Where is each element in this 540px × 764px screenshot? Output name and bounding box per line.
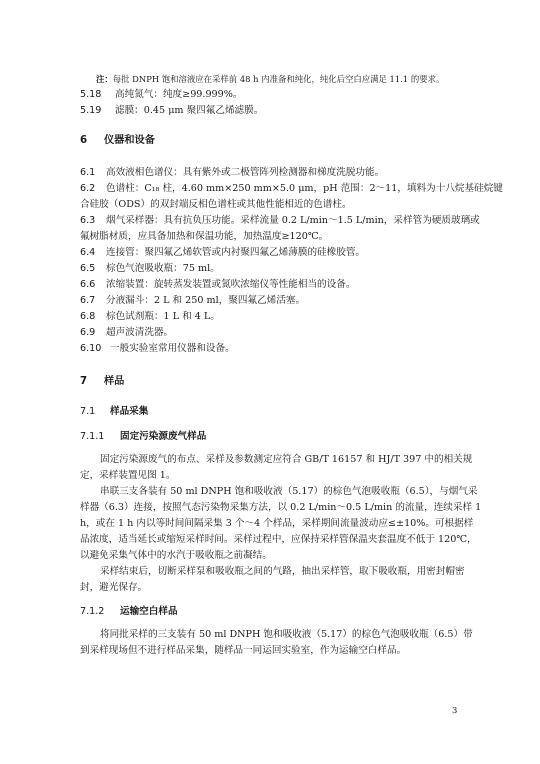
subsection-heading-7-1-1: 7.1.1 固定污染源废气样品 [80,431,207,442]
item-5-18 [80,88,242,101]
paragraph-line: 封，避光保存。 [80,582,148,593]
item-6-7: 6.7 分液漏斗：2 L 和 250 ml，聚四氟乙烯活塞。 [80,295,306,306]
section-heading-6: 6 仪器和设备 [80,135,155,146]
item-text: 高纯氮气：纯度≥99.999%。 [115,89,243,100]
paragraph-line: 到采样现场但不进行样品采集，随样品一同运回实验室，作为运输空白样品。 [80,645,407,656]
item-6-2: 6.2 色谱柱：C₁₈ 柱，4.60 mm×250 mm×5.0 μm，pH 范围：2～11，填料为十八烷基硅烷键 [80,183,503,194]
item-number: 5.18 [80,89,102,100]
note-line [96,73,444,86]
item-6-4: 6.4 连接管：聚四氟乙烯软管或内衬聚四氟乙烯薄膜的硅橡胶管。 [80,247,366,258]
paragraph-line: 品浓度，适当延长或缩短采样时间。采样过程中，应保持采样管保温夹套温度不低于 120℃， [80,534,477,545]
paragraph-line: 将同批采样的三支装有 50 ml DNPH 饱和吸收液（5.17）的棕色气泡吸收瓶（6.5）带 [100,629,473,640]
note-text: 每批 DNPH 饱和溶液应在采样前 48 h 内准备和纯化，纯化后空白应满足 11.1 的要求。 [112,74,445,84]
subsection-heading-7-1: 7.1 样品采集 [80,406,149,417]
item-number: 5.19 [80,105,102,116]
page-number: 3 [452,705,458,715]
item-6-9: 6.9 超声波清洗器。 [80,327,174,338]
paragraph-line: 采样结束后，切断采样泵和吸收瓶之间的气路，抽出采样管，取下吸收瓶，用密封帽密 [100,566,465,577]
item-5-19 [80,104,263,117]
note-label: 注： [96,74,113,84]
paragraph-line: 串联三支各装有 50 ml DNPH 饱和吸收液（5.17）的棕色气泡吸收瓶（6.5），与烟气采 [100,486,478,497]
paragraph-line: 定，采样装置见图 1。 [80,470,176,481]
paragraph-line: 样器（6.3）连接，按照气态污染物采集方法，以 0.2 L/min～0.5 L/min 的流量，连续采样 1 [80,502,482,513]
item-6-5: 6.5 棕色气泡吸收瓶：75 ml。 [80,263,220,274]
item-6-10: 6.10 一般实验室常用仪器和设备。 [80,343,235,354]
section-heading-7: 7 样品 [80,376,125,387]
item-6-6: 6.6 浓缩装置：旋转蒸发装置或氮吹浓缩仪等性能相当的设备。 [80,279,356,290]
paragraph-line: h，或在 1 h 内以等时间间隔采集 3 个～4 个样品，采样期间流量波动应≤±10%。可根据样 [80,518,474,529]
item-6-3: 6.3 烟气采样器：具有抗负压功能。采样流量 0.2 L/min～1.5 L/min，采样管为硬质玻璃或 [80,215,480,226]
paragraph-line: 以避免采集气体中的水汽于吸收瓶之前凝结。 [80,550,272,561]
subsection-heading-7-1-2: 7.1.2 运输空白样品 [80,606,178,617]
item-6-1: 6.1 高效液相色谱仪：具有紫外或二极管阵列检测器和梯度洗脱功能。 [80,167,385,178]
item-6-8: 6.8 棕色试剂瓶：1 L 和 4 L。 [80,311,220,322]
item-6-3-cont: 氟树脂材质，应具备加热和保温功能，加热温度≥120℃。 [80,231,329,242]
paragraph-line: 固定污染源废气的布点、采样及参数测定应符合 GB/T 16157 和 HJ/T 397 中的相关规 [100,454,473,465]
item-6-2-cont: 合硅胶（ODS）的双封端反相色谱柱或其他性能相近的色谱柱。 [80,199,352,210]
item-text: 滤膜：0.45 μm 聚四氟乙烯滤膜。 [115,105,264,116]
